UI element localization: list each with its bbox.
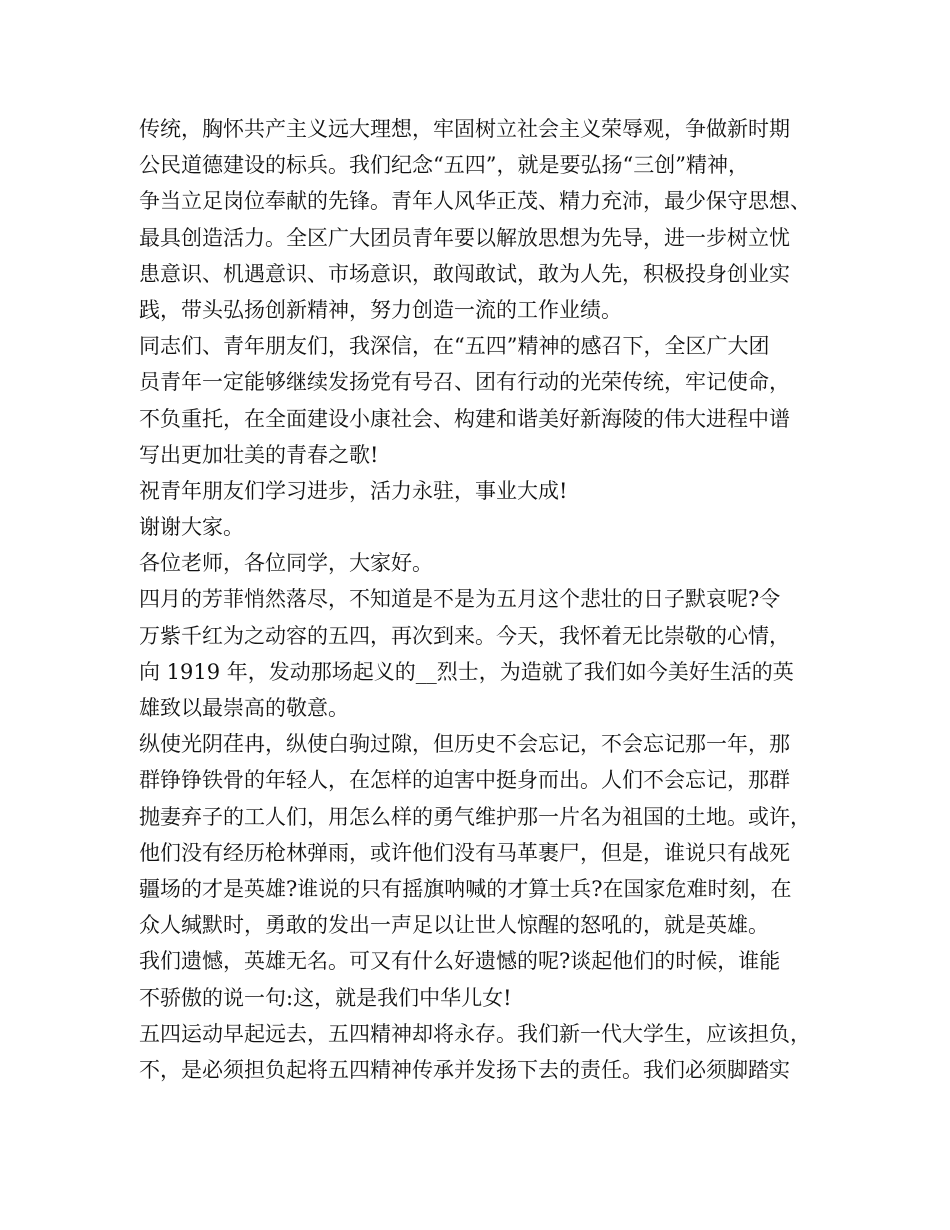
text-line: 写出更加壮美的青春之歌! <box>139 442 379 467</box>
text-line: 他们没有经历枪林弹雨，或许他们没有马革裹尸，但是，谁说只有战死 <box>139 840 790 865</box>
text-line: 抛妻弃子的工人们，用怎么样的勇气维护那一片名为祖国的土地。或许， <box>139 804 811 829</box>
text-line: 疆场的才是英雄?谁说的只有摇旗呐喊的才算士兵?在国家危难时刻，在 <box>139 876 792 901</box>
text-line: 不负重托，在全面建设小康社会、构建和谐美好新海陵的伟大进程中谱 <box>139 406 790 431</box>
text-line: 员青年一定能够继续发扬党有号召、团有行动的光荣传统，牢记使命， <box>139 370 790 395</box>
text-line: 向 1919 年，发动那场起义的__烈士，为造就了我们如今美好生活的英 <box>139 659 794 684</box>
text-line: 不骄傲的说一句:这，就是我们中华儿女! <box>139 985 512 1010</box>
text-line: 雄致以最崇高的敬意。 <box>139 696 349 720</box>
text-line: 各位老师，各位同学，大家好。 <box>139 551 433 576</box>
text-line: 万紫千红为之动容的五四，再次到来。今天，我怀着无比崇敬的心情， <box>139 623 790 648</box>
text-line: 不，是必须担负起将五四精神传承并发扬下去的责任。我们必须脚踏实 <box>139 1057 790 1082</box>
text-line: 五四运动早起远去，五四精神却将永存。我们新一代大学生，应该担负， <box>139 1021 811 1046</box>
text-line: 同志们、青年朋友们，我深信，在“五四”精神的感召下，全区广大团 <box>139 334 770 359</box>
text-line: 患意识、机遇意识、市场意识，敢闯敢试，敢为人先，积极投身创业实 <box>139 261 790 286</box>
text-line: 谢谢大家。 <box>139 515 244 540</box>
text-line: 众人缄默时，勇敢的发出一声足以让世人惊醒的怒吼的，就是英雄。 <box>139 913 769 938</box>
text-line: 我们遗憾，英雄无名。可又有什么好遗憾的呢?谈起他们的时候，谁能 <box>139 949 781 974</box>
text-line: 群铮铮铁骨的年轻人，在怎样的迫害中挺身而出。人们不会忘记，那群 <box>139 768 790 793</box>
text-line: 公民道德建设的标兵。我们纪念“五四”，就是要弘扬“三创”精神， <box>139 153 749 178</box>
text-line: 践，带头弘扬创新精神，努力创造一流的工作业绩。 <box>139 297 622 322</box>
text-line: 最具创造活力。全区广大团员青年要以解放思想为先导，进一步树立忧 <box>139 225 790 250</box>
text-line: 纵使光阴荏冉，纵使白驹过隙，但历史不会忘记，不会忘记那一年，那 <box>139 732 790 757</box>
document-body <box>139 111 839 1088</box>
text-line: 争当立足岗位奉献的先锋。青年人风华正茂、精力充沛，最少保守思想、 <box>139 189 811 214</box>
text-line: 传统，胸怀共产主义远大理想，牢固树立社会主义荣辱观，争做新时期 <box>139 117 790 141</box>
text-line: 祝青年朋友们学习进步，活力永驻，事业大成! <box>139 478 568 503</box>
text-line: 四月的芳菲悄然落尽，不知道是不是为五月这个悲壮的日子默哀呢?令 <box>139 587 781 612</box>
